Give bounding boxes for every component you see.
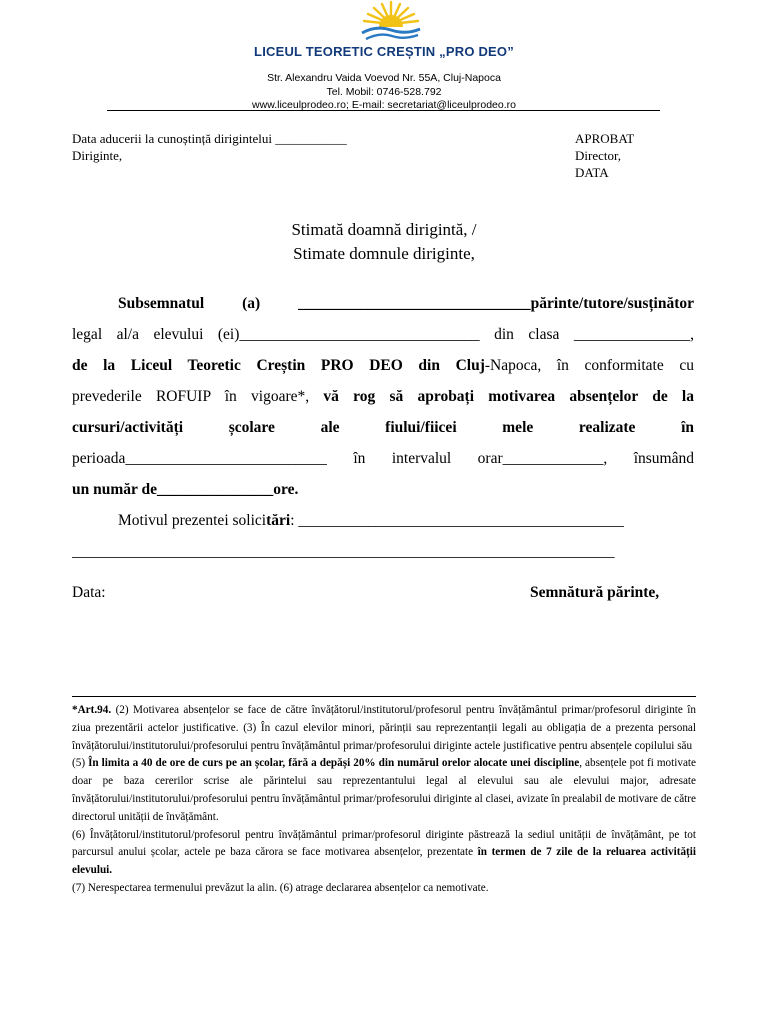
footnote-text-4: (7) Nerespectarea termenului prevăzut la alin. (6) atrage declararea absențelor ca nemotivate. (72, 881, 489, 894)
footnote-paragraph-3 (72, 827, 696, 880)
body-line-6 (72, 443, 694, 474)
greeting-line-2: Stimate domnule diriginte, (293, 244, 475, 263)
footnote-article-94 (72, 702, 696, 898)
reason-label-bold: tări (266, 512, 291, 529)
approval-date-label: DATA (575, 165, 609, 180)
body-line-4 (72, 381, 694, 412)
footnote-divider (72, 696, 696, 697)
hours-count-field: un număr de_______________ore. (72, 481, 299, 498)
school-website-email: www.liceulprodeo.ro; E-mail: secretariat@liceulprodeo.ro (252, 99, 516, 111)
school-name: LICEUL TEORETIC CREȘTIN „PRO DEO” (254, 44, 514, 59)
body-line-9 (72, 536, 694, 567)
request-statement-cont: cursuri/activități școlare ale fiului/fiicei mele realizate în (72, 419, 694, 436)
school-address: Str. Alexandru Vaida Voevod Nr. 55A, Cluj-Napoca (267, 72, 501, 84)
form-teacher-label: Diriginte, (72, 148, 123, 163)
school-logo-sunrise-icon (356, 0, 426, 42)
director-label: Director, (575, 148, 622, 163)
body-line-1 (72, 288, 694, 319)
reason-field-cont: ______________________________________________________________________ (72, 543, 615, 560)
body-line-8 (72, 505, 694, 536)
reason-label: Motivul prezentei solici (118, 512, 267, 529)
notification-date-field: Data aducerii la cunoștință dirigintelui ___________ (72, 131, 347, 146)
regulation-reference: prevederile ROFUIP în vigoare*, (72, 388, 324, 405)
footnote-text-2b: , absențele pot fi motivate doar pe baza cererilor scrise ale părintelui sau reprezentantului legal al elevului sau ale elevului major, adresate învățătorului/institutorului/profesorului pentru învățământul primar/profesorului diriginte al clasei, avizate în prealabil de motivare de către directorul unității de învățământ. (72, 757, 696, 823)
footnote-paragraph-2 (72, 755, 696, 826)
footnote-paragraph-4 (72, 880, 696, 898)
school-reference: de la Liceul Teoretic Creștin PRO DEO din Cluj (72, 357, 485, 374)
greeting-line-1: Stimată doamnă dirigintă, / (291, 220, 477, 239)
student-class-field: legal al/a elevului (ei)_______________________________ din clasa _______________, (72, 326, 694, 343)
period-interval-field: perioada__________________________ în intervalul orar_____________, însumând (72, 450, 694, 467)
footnote-text-1: (2) Motivarea absențelor se face de către învățătorul/institutorul/profesorul pentru învățământul primar/profesorul diriginte în ziua prezentării actelor justificative. (3) În cazul elevilor minori, părinții sau reprezentanții legali au obligația de a prezenta personal învățătorului/institutorului/profesorului pentru învățământul primar/profesorului diriginte actele justificative pentru absențele copilului său (72, 704, 696, 752)
body-line-2 (72, 319, 694, 350)
footnote-text-2a: (5) (72, 757, 89, 770)
request-statement: vă rog să aprobați motivarea absențelor de la (323, 388, 694, 405)
approved-label: APROBAT (575, 131, 635, 146)
footnote-paragraph-1 (72, 702, 696, 755)
footnote-text-2-bold: În limita a 40 de ore de curs pe an școlar, fără a depăși 20% din numărul orelor alocate unei discipline (88, 757, 580, 770)
footnote-text-3a: (6) Învățătorul/institutorul/profesorul pentru învățământul primar/profesorul diriginte păstrează la sediul unității de învățământ, pe tot parcursul anului școlar, actele pe baza cărora se face motivarea absențelor, prezentate (72, 828, 696, 859)
body-line-7 (72, 474, 694, 505)
school-phone: Tel. Mobil: 0746-528.792 (326, 86, 442, 98)
footnote-text-3-bold: în termen de 7 zile de la reluarea activității elevului. (72, 846, 696, 877)
school-reference-rest: -Napoca, în conformitate cu (484, 357, 694, 374)
parent-signature-label: Semnătură părinte, (530, 584, 660, 601)
header-divider (107, 110, 660, 111)
reason-field: : __________________________________________ (290, 512, 624, 529)
body-line-5 (72, 412, 694, 443)
request-body (72, 288, 694, 567)
date-label: Data: (72, 584, 106, 601)
parent-name-field: Subsemnatul (a) ______________________________părinte/tutore/susținător (118, 295, 694, 312)
body-line-3 (72, 350, 694, 381)
article-reference: *Art.94. (72, 704, 112, 716)
